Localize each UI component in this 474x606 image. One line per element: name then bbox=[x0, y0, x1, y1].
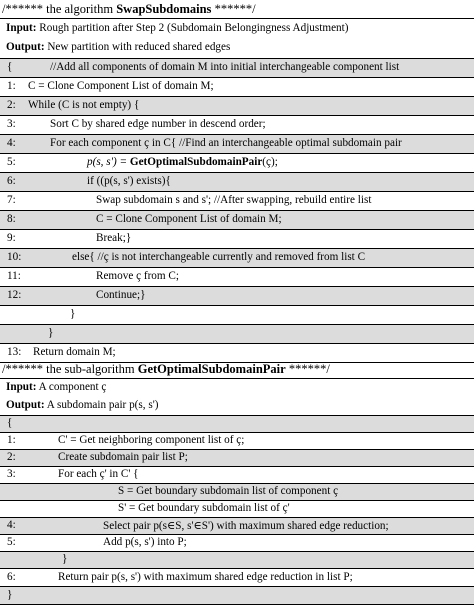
algorithm-title: /****** the algorithm SwapSubdomains ******/ bbox=[2, 2, 256, 16]
code-line: 6: Return pair p(s, s') with maximum shared edge reduction in list P; bbox=[0, 569, 474, 587]
code-line: { bbox=[0, 416, 474, 433]
code-line: 10: else{ //ç is not interchangeable currently and removed from list C bbox=[0, 249, 474, 268]
code-line: 12: Continue;} bbox=[0, 287, 474, 306]
output-line: Output: A subdomain pair p(s, s') bbox=[6, 399, 159, 411]
code-line: 5: p(s, s') = GetOptimalSubdomainPair(ç); bbox=[0, 154, 474, 173]
code-line: 1: C' = Get neighboring component list of ç; bbox=[0, 433, 474, 450]
code-line: 9: Break;} bbox=[0, 230, 474, 249]
code-line: 2: Create subdomain pair list P; bbox=[0, 450, 474, 467]
code-line: S = Get boundary subdomain list of component ç bbox=[0, 484, 474, 501]
code-line: } bbox=[0, 306, 474, 325]
code-line: 5: Add p(s, s') into P; bbox=[0, 535, 474, 552]
code-line: 4: Select pair p(s∈S, s'∈S') with maximum shared edge reduction; bbox=[0, 518, 474, 535]
code-line: 3: For each ç' in C' { bbox=[0, 467, 474, 484]
code-line: } bbox=[0, 552, 474, 569]
code-line: 1: C = Clone Component List of domain M; bbox=[0, 78, 474, 97]
code-line: 7: Swap subdomain s and s'; //After swapping, rebuild entire list bbox=[0, 192, 474, 211]
code-line: 3: Sort C by shared edge number in descend order; bbox=[0, 116, 474, 135]
sub-algorithm-title: /****** the sub-algorithm GetOptimalSubdomainPair ******/ bbox=[2, 362, 330, 376]
code-line: 2: While (C is not empty) { bbox=[0, 97, 474, 116]
input-line: Input: Rough partition after Step 2 (Subdomain Belongingness Adjustment) bbox=[6, 22, 349, 34]
code-line: S' = Get boundary subdomain list of ç' bbox=[0, 501, 474, 518]
code-line: } bbox=[0, 587, 474, 605]
code-line: 6: if ((p(s, s') exists){ bbox=[0, 173, 474, 192]
code-line: 8: C = Clone Component List of domain M; bbox=[0, 211, 474, 230]
code-line: } bbox=[0, 325, 474, 344]
input-line: Input: A component ç bbox=[6, 381, 107, 393]
divider bbox=[0, 378, 474, 379]
code-line: { //Add all components of domain M into initial interchangeable component list bbox=[0, 59, 474, 78]
output-line: Output: New partition with reduced shared edges bbox=[6, 41, 231, 53]
code-line: 13: Return domain M; bbox=[0, 344, 474, 363]
divider bbox=[0, 18, 474, 19]
code-line: 4: For each component ç in C{ //Find an interchangeable optimal subdomain pair bbox=[0, 135, 474, 154]
code-line: 11: Remove ç from C; bbox=[0, 268, 474, 287]
